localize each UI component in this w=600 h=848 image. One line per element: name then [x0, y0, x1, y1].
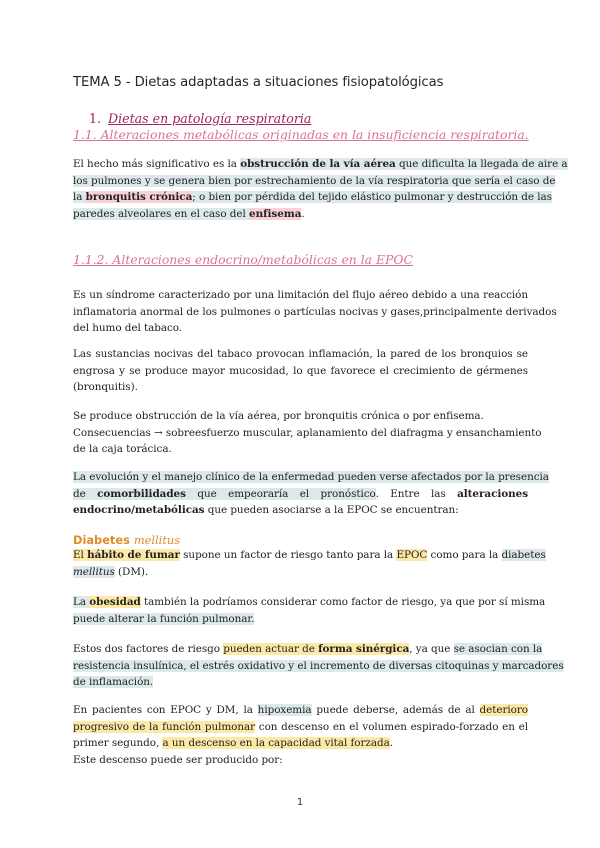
highlight-bronquitis: bronquitis crónica — [85, 191, 193, 203]
highlight-forma-sinergica: forma sinérgica — [318, 643, 410, 655]
highlight-hipoxemia: hipoxemia — [257, 704, 312, 716]
highlight-obstruccion: obstrucción de la vía aérea — [240, 158, 396, 170]
paragraph-evolucion: La evolución y el manejo clínico de la enfermedad pueden verse afectados por la presencia de comorbilidades que empeoraría el pronóstico. Entre las alteraciones endocrino/metabólicas que pueden asociarse a la EPOC se encuentran: — [73, 471, 549, 516]
subsubsection-heading: 1.1.2. Alteraciones endocrino/metabólicas en la EPOC — [73, 252, 414, 267]
section-number: 1. — [89, 111, 102, 126]
highlight-comorbilidades: comorbilidades — [97, 487, 186, 500]
paragraph-sustancias: Las sustancias nocivas del tabaco provocan inflamación, la pared de los bronquios se engrosa y se produce mayor mucosidad, lo que favorece el crecimiento de gérmenes (bronquitis). — [73, 348, 528, 393]
paragraph-obesidad: La obesidad también la podríamos considerar como factor de riesgo, ya que por sí misma puede alterar la función pulmonar. — [73, 596, 546, 625]
diabetes-heading: Diabetes mellitus — [73, 533, 181, 547]
section-heading-1 — [89, 111, 311, 126]
paragraph-habito-fumar: El hábito de fumar supone un factor de riesgo tanto para la EPOC como para la diabetes mellitus (DM). — [73, 549, 546, 578]
highlight-epoc: EPOC — [396, 549, 428, 561]
highlight-enfisema: enfisema — [249, 207, 302, 220]
paragraph-sindrome: Es un síndrome caracterizado por una limitación del flujo aéreo debido a una reacción inflamatoria anormal de los pulmones o partículas nocivas y gases,principalmente derivados del humo del tabaco. — [73, 289, 557, 334]
section-title: Dietas en patología respiratoria — [108, 111, 312, 126]
subsection-heading: 1.1. Alteraciones metabólicas originadas en la insuficiencia respiratoria. — [73, 127, 529, 142]
page-number: 1 — [296, 797, 304, 808]
highlight-obesidad: obesidad — [89, 596, 141, 608]
highlight-habito-fumar: hábito de fumar — [87, 549, 180, 561]
paragraph-factores-riesgo: Estos dos factores de riesgo pueden actuar de forma sinérgica, ya que se asocian con la resistencia insulínica, el estrés oxidativo y el incremento de diversas citoquinas y marcadores de inflamación. — [73, 643, 564, 688]
paragraph-obstruccion: El hecho más significativo es la obstrucción de la vía aérea que dificulta la llegada de aire a los pulmones y se genera bien por estrechamiento de la vía respiratoria que sería el caso de la bronquitis crónica; o bien por pérdida del tejido elástico pulmonar y destrucción de las paredes alveolares en el caso del enfisema. — [73, 158, 568, 220]
document-title: TEMA 5 - Dietas adaptadas a situaciones fisiopatológicas — [73, 75, 444, 90]
paragraph-obstruccion-consecuencias: Se produce obstrucción de la vía aérea, por bronquitis crónica o por enfisema. Consecuencias → sobreesfuerzo muscular, aplanamiento del diafragma y ensanchamiento de la caja torácica. — [73, 410, 542, 455]
paragraph-hipoxemia: En pacientes con EPOC y DM, la hipoxemia puede deberse, además de al deterioro progresivo de la función pulmonar con descenso en el volumen espirado-forzado en el primer segundo, a un descenso en la capacidad vital forzada. Este descenso puede ser producido por: — [73, 704, 528, 766]
